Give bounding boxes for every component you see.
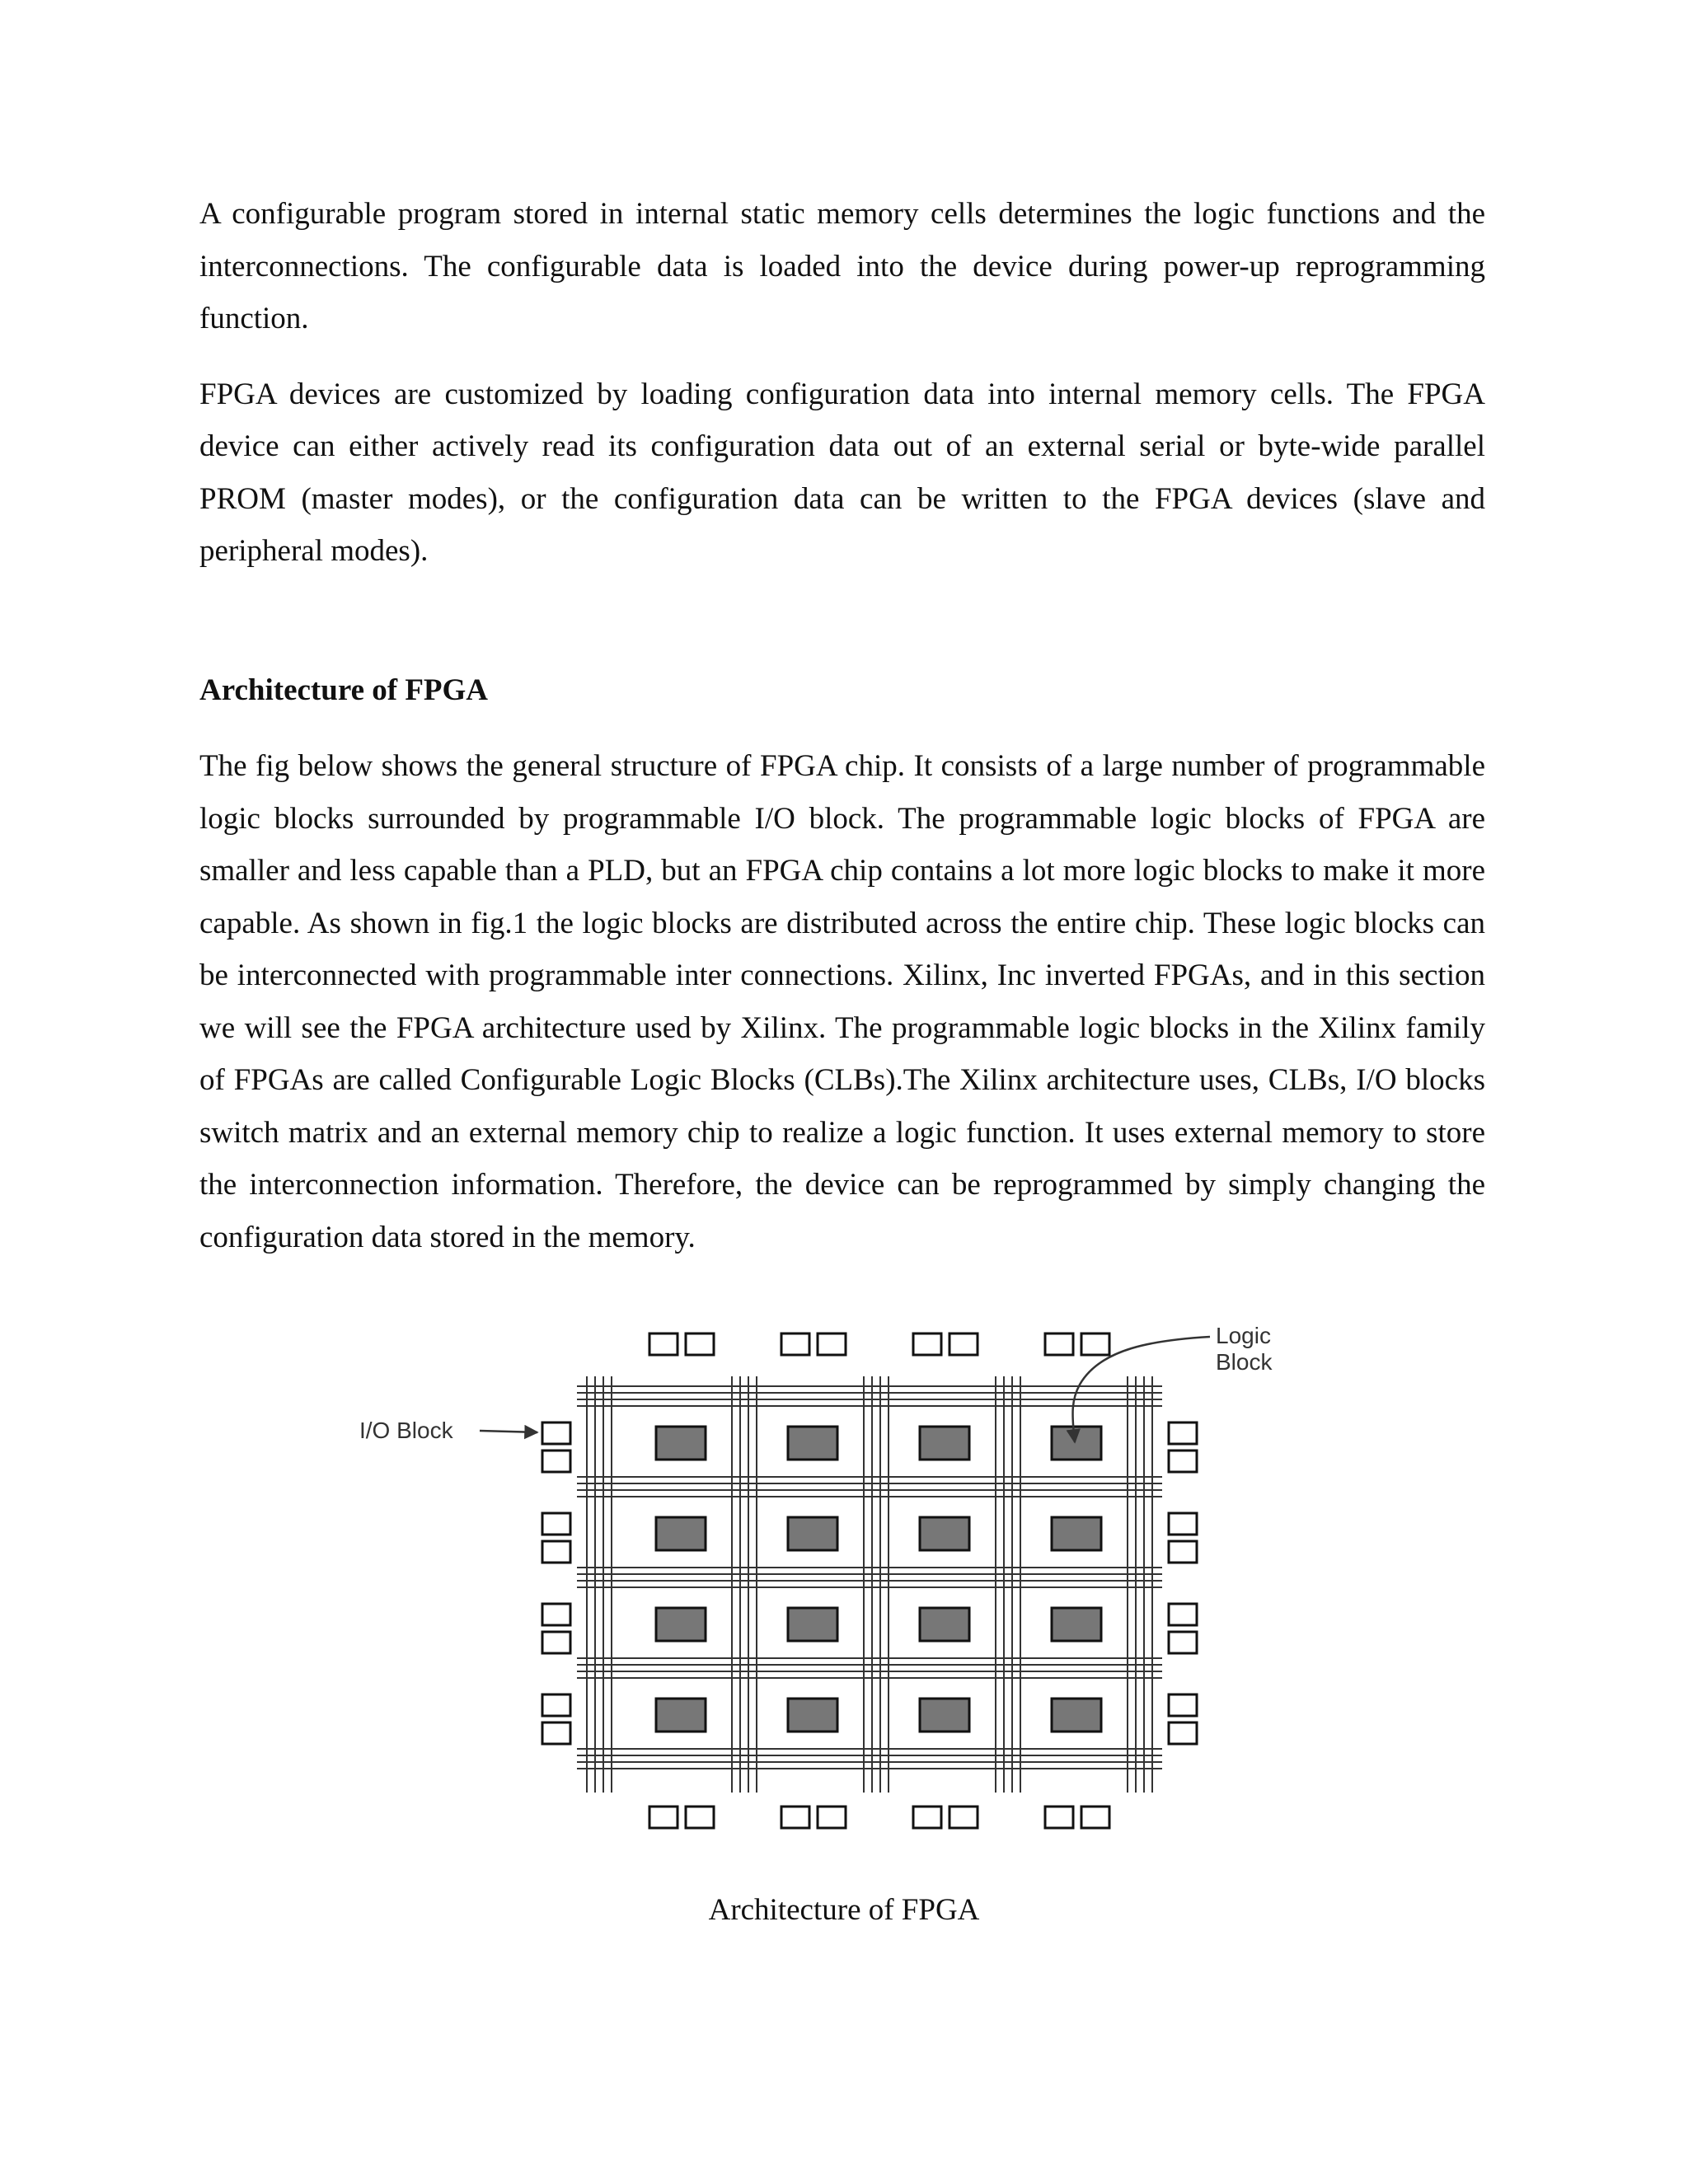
io-block <box>1169 1694 1197 1716</box>
io-block <box>1169 1541 1197 1563</box>
paragraph-configurable-program: A configurable program stored in internal static memory cells determines the logic functions and the interconnections. The configurable data is loaded into the device during power-up reprogramming function. <box>199 197 1485 335</box>
io-block <box>542 1422 570 1444</box>
io-block <box>1169 1422 1197 1444</box>
figure-caption: Architecture of FPGA <box>708 1893 980 1927</box>
logic-block-label-line1: Logic <box>1216 1323 1271 1348</box>
io-block <box>649 1333 678 1355</box>
logic-block <box>788 1608 837 1641</box>
io-block <box>649 1807 678 1828</box>
section-heading: Architecture of FPGA <box>199 673 489 707</box>
logic-block <box>1052 1699 1101 1732</box>
logic-block <box>656 1427 706 1460</box>
logic-block <box>920 1699 969 1732</box>
io-block <box>686 1333 714 1355</box>
io-block <box>1045 1807 1073 1828</box>
logic-block <box>656 1699 706 1732</box>
io-block <box>542 1632 570 1653</box>
paragraph-fpga-customization: FPGA devices are customized by loading configuration data into internal memory cells. The FPGA device can either actively read its configuration data out of an external serial or byte-wide parallel PROM (master modes), or the configuration data can be written to the FPGA devices (slave and peripheral modes). <box>199 377 1485 568</box>
document-page <box>199 188 1485 1263</box>
io-block <box>1169 1451 1197 1472</box>
io-block <box>818 1333 846 1355</box>
io-block <box>1169 1632 1197 1653</box>
logic-block <box>656 1517 706 1550</box>
logic-block <box>1052 1427 1101 1460</box>
logic-block <box>1052 1517 1101 1550</box>
io-block <box>542 1604 570 1625</box>
io-block-arrow <box>480 1431 537 1432</box>
logic-block <box>788 1517 837 1550</box>
io-block <box>781 1807 809 1828</box>
io-block <box>542 1722 570 1744</box>
io-block <box>686 1807 714 1828</box>
logic-block <box>788 1699 837 1732</box>
io-block <box>1081 1807 1109 1828</box>
io-block <box>913 1333 941 1355</box>
io-block <box>1169 1513 1197 1535</box>
logic-block <box>920 1608 969 1641</box>
io-block-label: I/O Block <box>359 1418 453 1443</box>
logic-block <box>920 1427 969 1460</box>
fpga-architecture-diagram <box>330 1310 1319 1854</box>
logic-block <box>920 1517 969 1550</box>
io-block <box>1045 1333 1073 1355</box>
io-block <box>781 1333 809 1355</box>
io-block <box>818 1807 846 1828</box>
io-block <box>542 1694 570 1716</box>
logic-block <box>1052 1608 1101 1641</box>
fpga-architecture-figure <box>330 1310 1319 1854</box>
io-block <box>913 1807 941 1828</box>
logic-block <box>656 1608 706 1641</box>
io-block <box>1081 1333 1109 1355</box>
io-block <box>542 1541 570 1563</box>
paragraph-architecture: The fig below shows the general structure of FPGA chip. It consists of a large number of programmable logic blocks surrounded by programmable I/O block. The programmable logic blocks of FPGA are smaller and less capable than a PLD, but an FPGA chip contains a lot more logic blocks to make it more capable. As shown in fig.1 the logic blocks are distributed across the entire chip. These logic blocks can be interconnected with programmable inter connections. Xilinx, Inc inverted FPGAs, and in this section we will see the FPGA architecture used by Xilinx. The programmable logic blocks in the Xilinx family of FPGAs are called Configurable Logic Blocks (CLBs).The Xilinx architecture uses, CLBs, I/O blocks switch matrix and an external memory chip to realize a logic function. It uses external memory to store the interconnection information. Therefore, the device can be reprogrammed by simply changing the configuration data stored in the memory. <box>199 749 1485 1254</box>
logic-block-grid <box>656 1427 1101 1732</box>
io-block <box>542 1513 570 1535</box>
logic-block <box>788 1427 837 1460</box>
io-block <box>950 1333 978 1355</box>
io-block <box>1169 1722 1197 1744</box>
io-block <box>950 1807 978 1828</box>
io-block <box>1169 1604 1197 1625</box>
logic-block-label-line2: Block <box>1216 1349 1273 1375</box>
io-block <box>542 1451 570 1472</box>
